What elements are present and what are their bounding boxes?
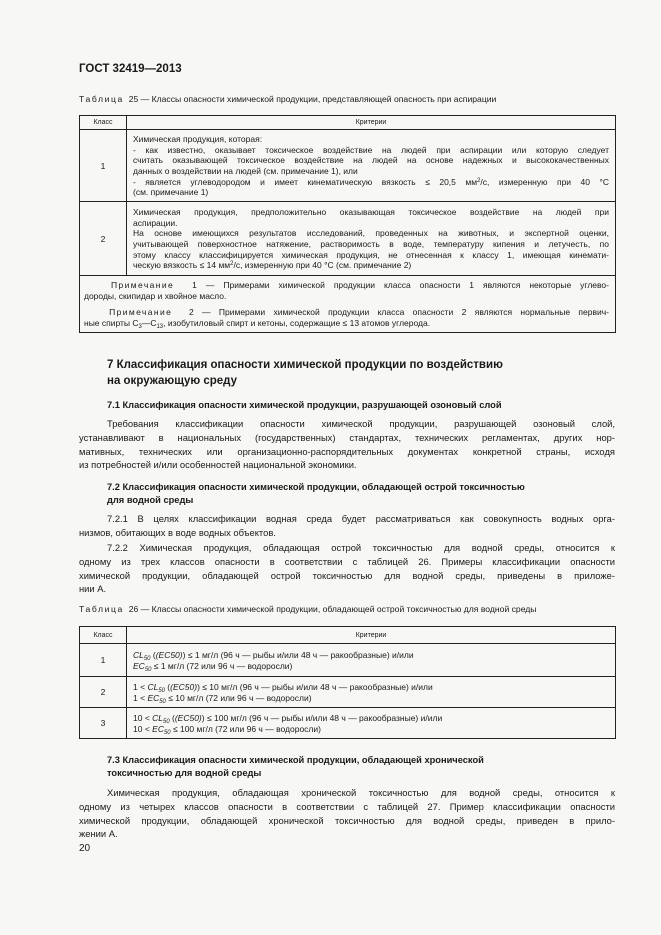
ec50-symbol: (EC50) [155,649,183,660]
table-row [80,202,616,276]
criteria-line: данных о воздействии на людей (см. примечание 1), или [133,166,358,176]
table26-col-criteria: Критерии [127,627,616,644]
criteria-line: $10 < EC_{50} \le 100$ мг/л (72 или 96 ч — водоросли) [133,723,321,736]
table25-col-class: Класс [80,116,127,130]
criteria-line: считать оказывающей токсическое воздействие на людей на основе надежных и высококачественных [133,155,609,166]
note-2-line: ные спирты $C_3—C_{13}$, изобутиловый спирт и кетоны, содержащие ≤ 13 атомов углерода. [84,317,431,330]
table25-col-criteria: Критерии [127,116,616,130]
table26 [79,626,616,739]
section-7-2-2-text: 7.2.2 Химическая продукция, обладающая острой токсичностью для водной среды, относится к одному из трех классов опасности в соответствии с таблицей 26. Примеры классификации опасности химической продукции, обладающей острой токсичностью для водной среды, приведены в приложе- нии А. [79,542,615,595]
cl50-symbol: $CL_{50}$ [133,649,151,662]
table25-criteria-cell [127,130,616,202]
criteria-line: $1 < CL_{50}$ ((EC50)) ≤ 10 мг/л (96 ч — рыбы и/или 48 ч — ракообразные) и/или [133,681,433,694]
ec50-symbol: (EC50) [170,681,198,692]
table25-header-row [80,116,616,130]
note-2-line: Примечание 2 — Примерами химической продукции класса опасности 2 являются нормальные первич- [109,307,609,318]
table25-class-cell: 2 [80,202,127,276]
criteria-line: - является углеводородом и имеет кинематическую вязкость ≤ 20,5 $мм^2/с$, измеренную при 40 °С [133,176,609,187]
ec50-symbol: $EC_{50}$ [133,660,152,673]
criteria-line: учитывающей поверхностное натяжение, растворимость в воде, температуру кипения и летучесть, по [133,239,609,249]
criteria-line: $EC_{50} \le 1$ мг/л (72 или 96 ч — водоросли) [133,660,293,673]
table26-caption: Таблица 26 — Классы опасности химической продукции, обладающей острой токсичностью для водной среды [79,604,537,614]
criteria-line: $CL_{50}$ ((EC50)) ≤ 1 мг/л (96 ч — рыбы и/или 48 ч — ракообразные) и/или [133,649,414,662]
section-7-1-title: 7.1 Классификация опасности химической продукции, разрушающей озоновый слой [107,400,502,410]
document-header: ГОСТ 32419—2013 [79,63,182,75]
table25-class-cell: 1 [80,130,127,202]
section-7-1-text: Требования классификации опасности химической продукции, разрушающей озоновый слой, устанавливают в национальных (государственных) стандартах, технических регламентах, других нор- мативных, технических или организационно-распорядительных документах конкретной страны, исходя из потребностей и/или особенностей национальной экономики. [79,418,615,471]
criteria-line: Химическая продукция, которая: [133,134,263,145]
criteria-line: $10 < CL_{50}$ ((EC50)) ≤ 100 мг/л (96 ч — рыбы и/или 48 ч — ракообразные) и/или [133,712,443,725]
table26-criteria-cell [127,708,616,739]
ec50-symbol: $EC_{50}$ [147,692,166,705]
section-7-3-title: 7.3 Классификация опасности химической продукции, обладающей хронической токсичностью для водной среды [107,755,484,778]
table-row [80,644,616,677]
table25-notes-row [80,276,616,333]
section-7-2-title: 7.2 Классификация опасности химической продукции, обладающей острой токсичностью для водной среды [107,482,525,505]
criteria-line: (см. примечание 1) [133,187,209,198]
table26-col-class: Класс [80,627,127,644]
section-7-2-1-text: 7.2.1 В целях классификации водная среда будет рассматриваться как совокупность водных орга- низмов, обитающих в воде водных объектов. [79,513,615,538]
table-row [80,130,616,202]
table25-notes [80,276,616,333]
criteria-line: Химическая продукция, предположительно оказывающая токсическое воздействие на людей при [133,207,609,218]
table-row [80,677,616,708]
table26-header-row [80,627,616,644]
section-7-title: 7 Классификация опасности химической продукции по воздействию на окружающую среду [107,359,503,387]
table25 [79,115,616,333]
criteria-line: На основе имеющихся результатов исследований, проведенных на животных, и экспертной оценки, [133,228,609,239]
ec50-symbol: (EC50) [174,712,202,723]
ec50-symbol: $EC_{50}$ [152,723,171,736]
note-1-line: дороды, скипидар и хвойное масло. [84,290,227,301]
cl50-symbol: $CL_{50}$ [147,681,165,694]
criteria-line: ческую вязкость ≤ 14 $мм^2/с$, измеренную при 40 °С (см. примечание 2) [133,260,412,271]
note-1-line: Примечание 1 — Примерами химической продукции класса опасности 1 являются некоторые углево- [110,280,609,290]
table25-caption: Таблица 25 — Классы опасности химической продукции, представляющей опасность при аспирации [79,94,497,104]
criteria-line: - как известно, оказывает токсическое воздействие на людей при аспирации или которую следует [133,144,609,155]
table26-class-cell: 2 [80,677,127,708]
table-row [80,708,616,739]
table26-class-cell: 3 [80,708,127,739]
table25-criteria-cell [127,202,616,276]
section-7-3-text: Химическая продукция, обладающая хронической токсичностью для водной среды, относится к одному из четырех классов опасности в соответствии с таблицей 27. Пример классификации опасности химической продукции, обладающей хронической токсичностью для водной среды, приведен в прило- жении А. [79,787,615,840]
table26-criteria-cell [127,677,616,708]
table26-class-cell: 1 [80,644,127,677]
criteria-line: $1 < EC_{50} \le 10$ мг/л (72 или 96 ч — водоросли) [133,692,312,705]
criteria-line: аспирации. [133,217,178,228]
cl50-symbol: $CL_{50}$ [152,712,170,725]
table26-criteria-cell [127,644,616,677]
criteria-line: этому классу классифицируется химическая продукция, не отнесенная к классу 1, имеющая кинемати- [133,249,609,260]
page-number: 20 [79,843,91,854]
